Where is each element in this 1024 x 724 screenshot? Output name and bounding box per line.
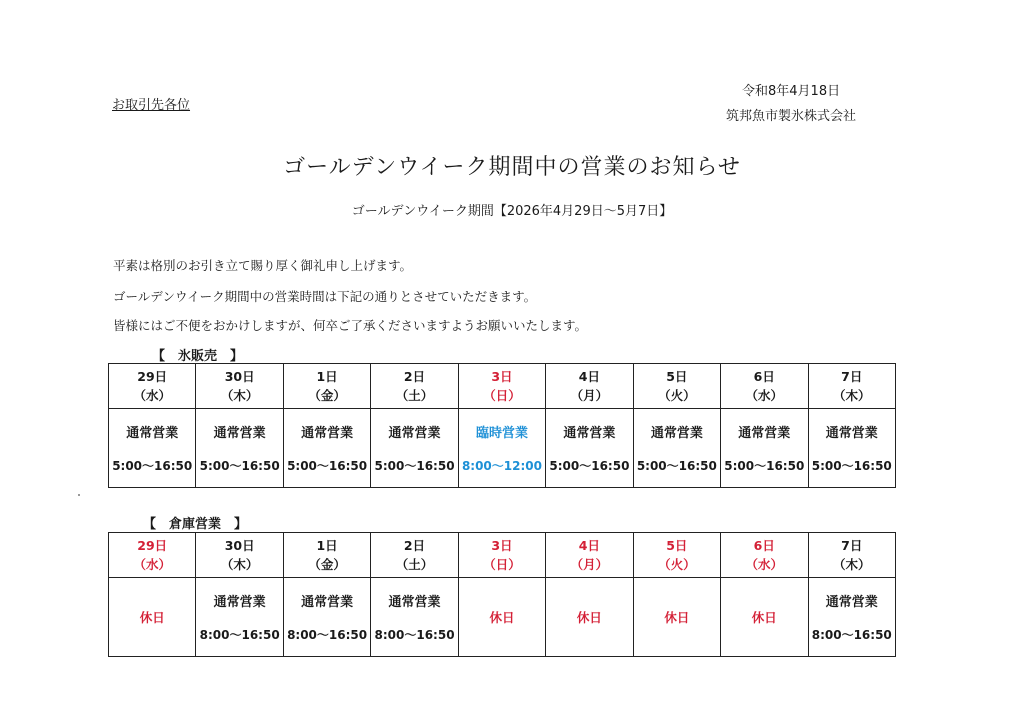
day-number: 30日 — [224, 369, 255, 384]
warehouse-day-hours — [458, 578, 545, 657]
hours-label: 5:00～16:50 — [549, 459, 630, 473]
warehouse-day-header — [808, 533, 896, 578]
ice-day-hours — [109, 409, 196, 488]
ice-sales-table — [108, 363, 896, 488]
status-label: 通常営業 — [213, 595, 266, 610]
scan-speck — [78, 494, 80, 496]
ice-day-hours — [371, 409, 458, 488]
warehouse-day-header — [721, 533, 808, 578]
hours-notice-paragraph: ゴールデンウイーク期間中の営業時間は下記の通りとさせていただきます。 — [113, 289, 537, 304]
page-title: ゴールデンウイーク期間中の営業のお知らせ — [283, 155, 741, 180]
status-label: 通常営業 — [825, 595, 878, 610]
day-number: 7日 — [841, 538, 863, 553]
weekday: （月） — [570, 388, 609, 403]
warehouse-table — [108, 532, 896, 657]
closed-label: 休日 — [576, 610, 602, 625]
status-label: 通常営業 — [563, 426, 616, 441]
issue-date: 令和8年4月18日 — [742, 84, 841, 99]
ice-day-header — [458, 364, 545, 409]
day-number: 6日 — [753, 538, 775, 553]
greeting-paragraph: 平素は格別のお引き立て賜り厚く御礼申し上げます。 — [113, 258, 413, 273]
hours-label: 8:00～16:50 — [199, 628, 280, 642]
warehouse-day-hours — [721, 578, 808, 657]
ice-day-hours — [458, 409, 545, 488]
hours-label: 5:00～16:50 — [636, 459, 717, 473]
day-number: 29日 — [137, 369, 168, 384]
weekday: （土） — [395, 388, 434, 403]
ice-day-header — [546, 364, 633, 409]
status-label: 通常営業 — [650, 426, 703, 441]
weekday: （木） — [220, 388, 259, 403]
day-number: 30日 — [224, 538, 255, 553]
ice-day-header — [283, 364, 370, 409]
hours-label: 5:00～16:50 — [724, 459, 805, 473]
ice-day-hours — [196, 409, 283, 488]
warehouse-day-header — [109, 533, 196, 578]
weekday: （木） — [832, 557, 871, 572]
hours-label: 5:00～16:50 — [199, 459, 280, 473]
ice-day-header — [109, 364, 196, 409]
weekday: （水） — [133, 557, 171, 572]
ice-day-hours — [633, 409, 720, 488]
status-label: 臨時営業 — [475, 426, 528, 441]
period-subtitle: ゴールデンウイーク期間【2026年4月29日～5月7日】 — [351, 204, 673, 219]
warehouse-day-hours — [808, 578, 896, 657]
status-label: 通常営業 — [388, 595, 441, 610]
hours-label: 8:00～12:00 — [461, 459, 542, 473]
weekday: （木） — [220, 557, 259, 572]
apology-paragraph: 皆様にはご不便をおかけしますが、何卒ご了承くださいますようお願いいたします。 — [113, 318, 588, 333]
weekday: （金） — [308, 557, 346, 572]
ice-day-header — [633, 364, 720, 409]
ice-day-hours — [721, 409, 808, 488]
ice-day-header — [721, 364, 808, 409]
warehouse-day-header — [546, 533, 633, 578]
hours-label: 5:00～16:50 — [374, 459, 455, 473]
ice-sales-label: 【 氷販売 】 — [152, 349, 244, 364]
weekday: （水） — [133, 388, 171, 403]
day-number: 2日 — [403, 369, 426, 384]
status-label: 通常営業 — [126, 426, 179, 441]
ice-day-hours — [808, 409, 896, 488]
closed-label: 休日 — [139, 610, 165, 625]
weekday: （木） — [832, 388, 871, 403]
hours-label: 8:00～16:50 — [811, 628, 892, 642]
warehouse-day-hours — [633, 578, 720, 657]
weekday: （金） — [308, 388, 346, 403]
warehouse-day-header — [371, 533, 458, 578]
hours-label: 5:00～16:50 — [811, 459, 892, 473]
day-number: 6日 — [753, 369, 775, 384]
ice-day-header — [196, 364, 283, 409]
warehouse-day-hours — [109, 578, 196, 657]
ice-day-header — [808, 364, 896, 409]
day-number: 5日 — [666, 538, 688, 553]
day-number: 1日 — [316, 538, 338, 553]
day-number: 7日 — [841, 369, 863, 384]
day-number: 2日 — [403, 538, 426, 553]
day-number: 3日 — [491, 369, 513, 384]
ice-day-header — [371, 364, 458, 409]
ice-day-hours — [283, 409, 370, 488]
closed-label: 休日 — [489, 610, 515, 625]
warehouse-day-hours — [546, 578, 633, 657]
weekday: （日） — [483, 557, 521, 572]
status-label: 通常営業 — [301, 426, 354, 441]
warehouse-day-hours — [371, 578, 458, 657]
warehouse-day-header — [633, 533, 720, 578]
warehouse-day-hours — [283, 578, 370, 657]
ice-day-hours — [546, 409, 633, 488]
weekday: （日） — [483, 388, 521, 403]
closed-label: 休日 — [751, 610, 777, 625]
warehouse-day-hours — [196, 578, 283, 657]
weekday: （水） — [745, 388, 784, 403]
status-label: 通常営業 — [213, 426, 266, 441]
day-number: 4日 — [578, 538, 600, 553]
warehouse-day-header — [283, 533, 370, 578]
weekday: （火） — [658, 557, 696, 572]
weekday: （土） — [395, 557, 434, 572]
day-number: 3日 — [491, 538, 513, 553]
closed-label: 休日 — [664, 610, 690, 625]
warehouse-day-header — [196, 533, 283, 578]
warehouse-day-header — [458, 533, 545, 578]
hours-label: 5:00～16:50 — [112, 459, 193, 473]
warehouse-label: 【 倉庫営業 】 — [143, 517, 248, 532]
weekday: （火） — [658, 388, 696, 403]
status-label: 通常営業 — [825, 426, 878, 441]
day-number: 1日 — [316, 369, 338, 384]
hours-label: 8:00～16:50 — [287, 628, 368, 642]
day-number: 29日 — [137, 538, 168, 553]
weekday: （月） — [570, 557, 609, 572]
hours-label: 8:00～16:50 — [374, 628, 455, 642]
weekday: （水） — [745, 557, 784, 572]
hours-label: 5:00～16:50 — [287, 459, 368, 473]
recipient: お取引先各位 — [112, 98, 191, 113]
status-label: 通常営業 — [388, 426, 441, 441]
day-number: 4日 — [578, 369, 600, 384]
day-number: 5日 — [666, 369, 688, 384]
status-label: 通常営業 — [738, 426, 791, 441]
status-label: 通常営業 — [301, 595, 354, 610]
company-name: 筑邦魚市製氷株式会社 — [726, 109, 857, 124]
